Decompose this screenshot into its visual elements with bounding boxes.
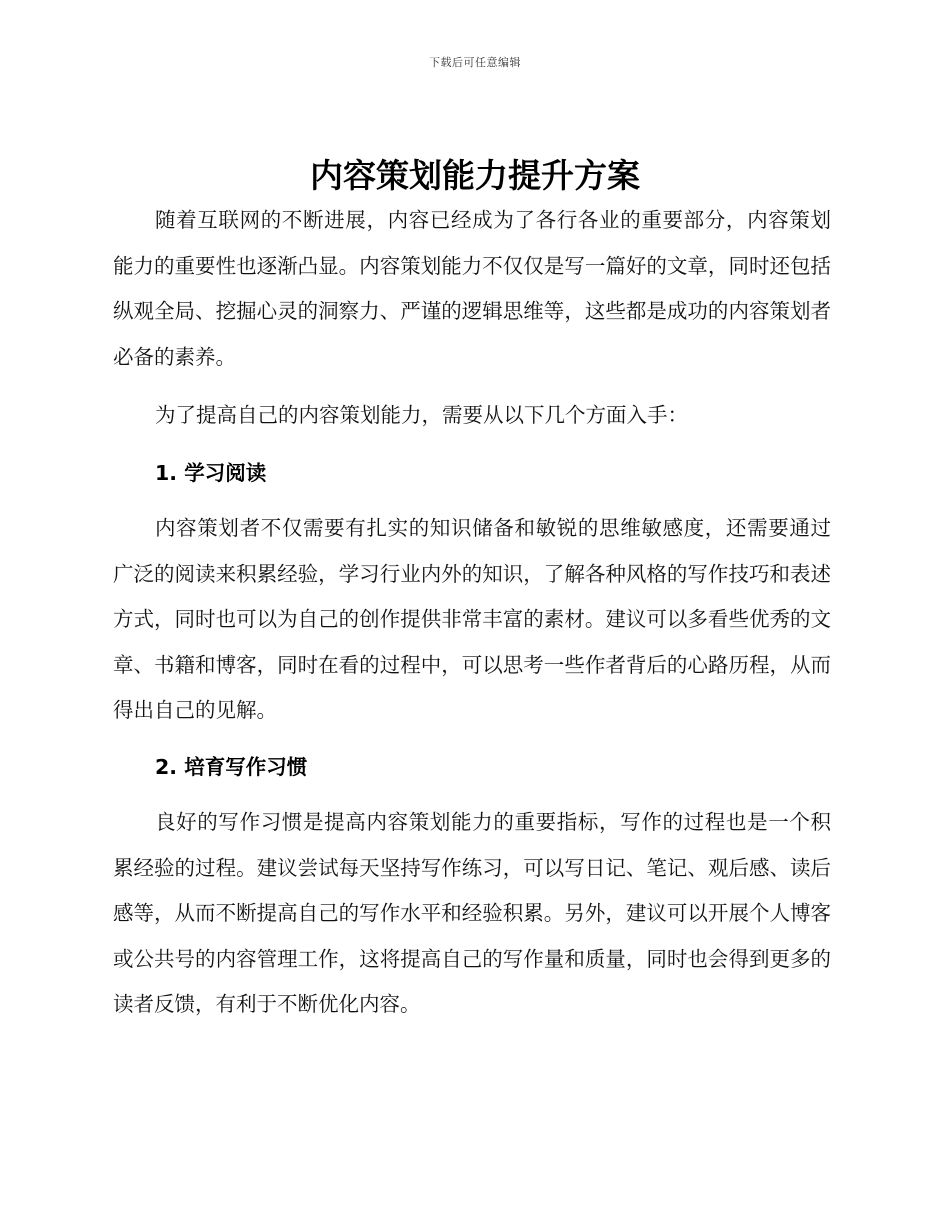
lead-paragraph: 为了提高自己的内容策划能力，需要从以下几个方面入手： (155, 403, 688, 427)
section-heading-writing-habit: 2. 培育写作习惯 (155, 755, 308, 779)
document-title: 内容策划能力提升方案 (310, 156, 640, 195)
section-reading-paragraph: 内容策划者不仅需要有扎实的知识储备和敏锐的思维敏感度，还需要通过广泛的阅读来积累经验，学习行业内外的知识，了解各种风格的写作技巧和表述方式，同时也可以为自己的创作提供非常丰富的素材。建议可以多看些优秀的文章、书籍和博客，同时在看的过程中，可以思考一些作者背后的心路历程，从而得出自己的见解。 (113, 516, 831, 722)
page-header-note: 下载后可任意编辑 (429, 56, 521, 69)
intro-paragraph: 随着互联网的不断进展，内容已经成为了各行各业的重要部分，内容策划能力的重要性也逐渐凸显。内容策划能力不仅仅是写一篇好的文章，同时还包括纵观全局、挖掘心灵的洞察力、严谨的逻辑思维等，这些都是成功的内容策划者必备的素养。 (113, 208, 831, 369)
section-heading-reading: 1. 学习阅读 (155, 461, 267, 485)
section-writing-habit-paragraph: 良好的写作习惯是提高内容策划能力的重要指标，写作的过程也是一个积累经验的过程。建议尝试每天坚持写作练习，可以写日记、笔记、观后感、读后感等，从而不断提高自己的写作水平和经验积累。另外，建议可以开展个人博客或公共号的内容管理工作，这将提高自己的写作量和质量，同时也会得到更多的读者反馈，有利于不断优化内容。 (113, 810, 831, 1016)
